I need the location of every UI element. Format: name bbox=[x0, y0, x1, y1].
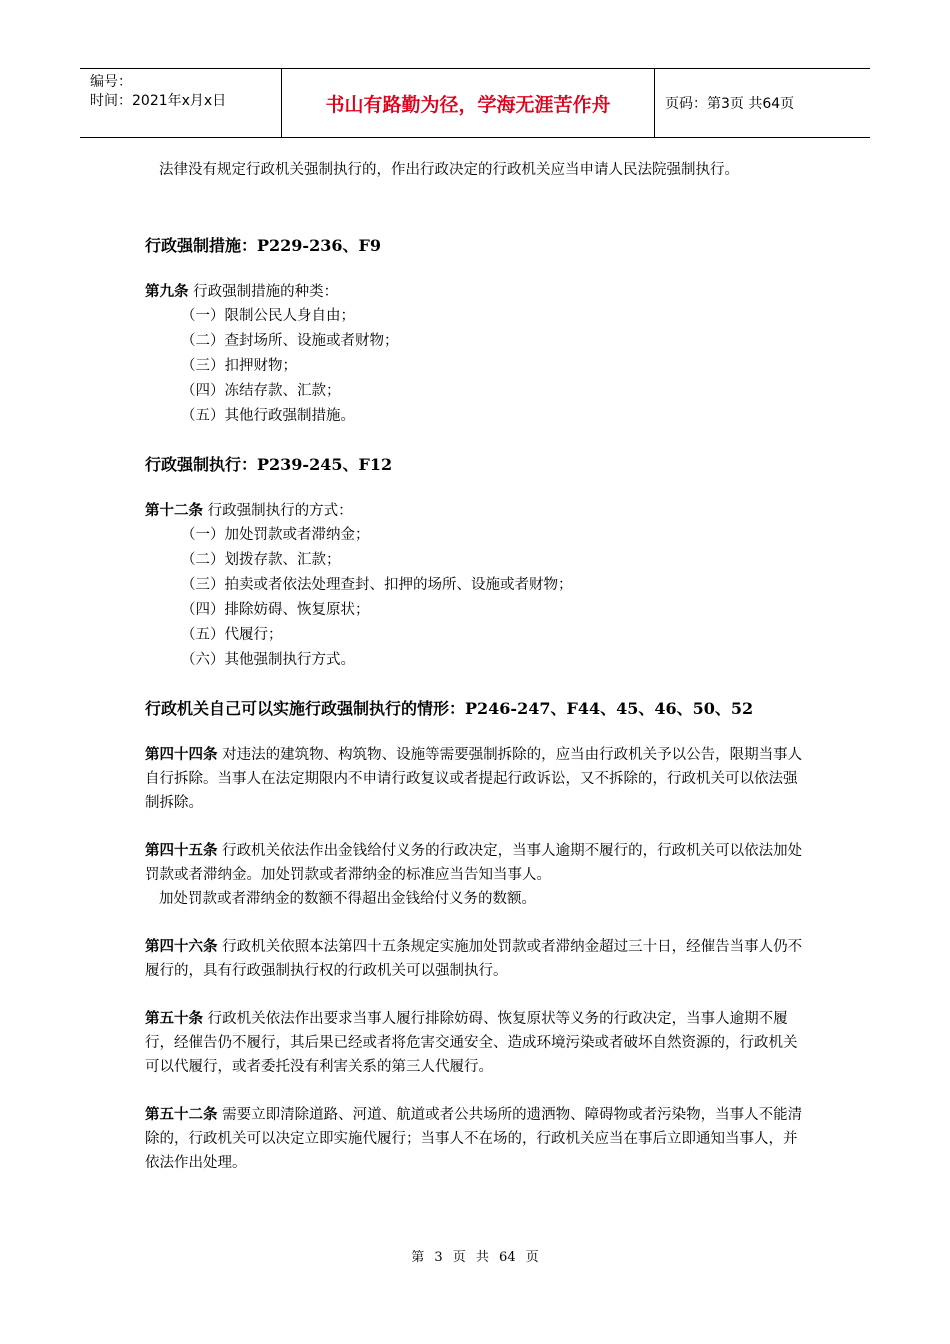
article-9 bbox=[145, 280, 805, 304]
section-heading: 行政强制措施：P229-236、F9 bbox=[145, 236, 381, 255]
article-label: 第四十五条 bbox=[145, 842, 218, 859]
article-label: 第九条 bbox=[145, 283, 189, 300]
article-text: 需要立即清除道路、河道、航道或者公共场所的遗洒物、障碍物或者污染物，当事人不能清除的，行政机关可以决定立即实施代履行；当事人不在场的，行政机关应当在事后立即通知当事人，并依法作出处理。 bbox=[145, 1107, 803, 1171]
list-item: （二）查封场所、设施或者财物； bbox=[181, 333, 399, 349]
section-heading: 行政强制执行：P239-245、F12 bbox=[145, 455, 393, 474]
article-52 bbox=[145, 1103, 805, 1175]
article-text: 行政机关依法作出要求当事人履行排除妨碍、恢复原状等义务的行政决定，当事人逾期不履行，经催告仍不履行，其后果已经或者将危害交通安全、造成环境污染或者破坏自然资源的，行政机关可以代履行，或者委托没有利害关系的第三人代履行。 bbox=[145, 1011, 798, 1075]
article-label: 第五十二条 bbox=[145, 1106, 218, 1123]
header-left-cell bbox=[80, 69, 282, 137]
number-label: 编号： bbox=[90, 74, 132, 90]
article-text: 行政机关依照本法第四十五条规定实施加处罚款或者滞纳金超过三十日，经催告当事人仍不履行的，具有行政强制执行权的行政机关可以强制执行。 bbox=[145, 939, 803, 979]
article-label: 第四十六条 bbox=[145, 938, 218, 955]
section-heading: 行政机关自己可以实施行政强制执行的情形：P246-247、F44、45、46、50、52 bbox=[145, 699, 754, 718]
list-item: （三）拍卖或者依法处理查封、扣押的场所、设施或者财物； bbox=[181, 577, 573, 593]
date-label: 时间：2021年x月x日 bbox=[90, 93, 227, 109]
page-label: 页码：第3页 共64页 bbox=[665, 96, 795, 112]
enforcement-list bbox=[145, 523, 805, 673]
article-46 bbox=[145, 935, 805, 983]
list-item: （六）其他强制执行方式。 bbox=[181, 652, 355, 668]
measure-list bbox=[145, 304, 805, 429]
article-label: 第五十条 bbox=[145, 1010, 203, 1027]
list-item: （五）其他行政强制措施。 bbox=[181, 408, 355, 424]
article-12 bbox=[145, 499, 805, 523]
page-header bbox=[80, 68, 870, 138]
article-44 bbox=[145, 743, 805, 815]
article-45 bbox=[145, 839, 805, 887]
article-text: 行政机关依法作出金钱给付义务的行政决定，当事人逾期不履行的，行政机关可以依法加处罚款或者滞纳金。加处罚款或者滞纳金的标准应当告知当事人。 bbox=[145, 843, 803, 883]
article-label: 第四十四条 bbox=[145, 746, 218, 763]
article-50 bbox=[145, 1007, 805, 1079]
intro-paragraph: 法律没有规定行政机关强制执行的，作出行政决定的行政机关应当申请人民法院强制执行。 bbox=[159, 162, 739, 178]
list-item: （一）加处罚款或者滞纳金； bbox=[181, 527, 370, 543]
motto: 书山有路勤为径，学海无涯苦作舟 bbox=[282, 69, 655, 137]
list-item: （四）排除妨碍、恢复原状； bbox=[181, 602, 370, 618]
article-text: 对违法的建筑物、构筑物、设施等需要强制拆除的，应当由行政机关予以公告，限期当事人自行拆除。当事人在法定期限内不申请行政复议或者提起行政诉讼，又不拆除的，行政机关可以依法强制拆除。 bbox=[145, 747, 803, 811]
article-text: 行政强制执行的方式： bbox=[203, 503, 353, 519]
list-item: （三）扣押财物； bbox=[181, 358, 297, 374]
article-text: 行政强制措施的种类： bbox=[188, 284, 339, 300]
list-item: （一）限制公民人身自由； bbox=[181, 308, 355, 324]
list-item: （四）冻结存款、汇款； bbox=[181, 383, 341, 399]
list-item: （二）划拨存款、汇款； bbox=[181, 552, 341, 568]
page-footer: 第 3 页 共 64 页 bbox=[411, 1250, 539, 1265]
list-item: （五）代履行； bbox=[181, 627, 283, 643]
article-label: 第十二条 bbox=[145, 502, 203, 519]
article-45-extra: 加处罚款或者滞纳金的数额不得超出金钱给付义务的数额。 bbox=[159, 891, 536, 907]
document-body bbox=[145, 158, 805, 1175]
